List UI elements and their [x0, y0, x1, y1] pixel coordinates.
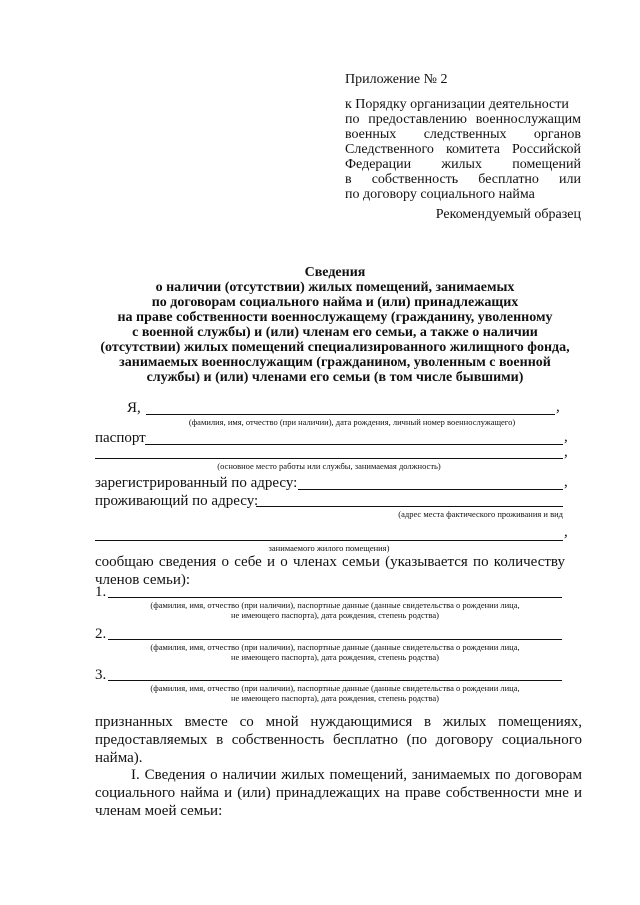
appendix-title: Приложение № 2 — [345, 72, 448, 87]
member-caption: не имеющего паспорта), дата рождения, степень родства) — [231, 610, 439, 620]
document-heading — [70, 265, 600, 385]
appendix-line: Следственного комитета Российской — [345, 142, 581, 157]
comma: , — [556, 399, 560, 415]
member-2-field[interactable] — [108, 639, 562, 640]
heading-line: службы) и (или) членами его семьи (в том числе бывшими) — [146, 370, 524, 385]
member-caption: (фамилия, имя, отчество (при наличии), паспортные данные (данные свидетельства о рождении лица, — [150, 642, 520, 652]
member-caption: не имеющего паспорта), дата рождения, степень родства) — [231, 652, 439, 662]
living-address-field[interactable] — [256, 506, 563, 507]
sample-label: Рекомендуемый образец — [435, 207, 581, 222]
section-1-paragraph: I. Сведения о наличии жилых помещений, занимаемых по договорам социального найма и (или) принадлежащих на праве собственности мне и членам моей семьи: — [95, 767, 582, 819]
appendix-line: военных следственных органов — [345, 127, 581, 142]
member-1-field[interactable] — [108, 597, 562, 598]
heading-line: о наличии (отсутствии) жилых помещений, занимаемых — [155, 280, 515, 295]
comma: , — [564, 444, 568, 460]
heading-line: с военной службы) и (или) членам его семьи, а также о наличии — [132, 325, 538, 340]
member-number: 2. — [95, 626, 107, 642]
work-field[interactable] — [95, 458, 563, 459]
address-caption: занимаемого жилого помещения) — [268, 543, 390, 553]
address-caption: (адрес места фактического проживания и вид — [398, 509, 563, 519]
member-number: 3. — [95, 667, 107, 683]
appendix-line: Федерации жилых помещений — [345, 157, 581, 172]
member-number: 1. — [95, 584, 107, 600]
member-caption: (фамилия, имя, отчество (при наличии), паспортные данные (данные свидетельства о рождении лица, — [150, 600, 520, 610]
registered-address-field[interactable] — [298, 489, 563, 490]
appendix-line: по предоставлению военнослужащим — [345, 112, 581, 127]
appendix-line: в собственность бесплатно или — [345, 172, 581, 187]
registered-label: зарегистрированный по адресу: — [95, 475, 298, 491]
appendix-line: по договору социального найма — [345, 187, 535, 202]
passport-field[interactable] — [145, 444, 563, 445]
living-address-field-2[interactable] — [95, 540, 563, 541]
heading-line: по договорам социального найма и (или) принадлежащих — [151, 295, 519, 310]
member-3-field[interactable] — [108, 680, 562, 681]
appendix-block — [345, 72, 581, 202]
report-paragraph: сообщаю сведения о себе и о членах семьи (указывается по количеству членов семьи): — [95, 554, 565, 588]
comma: , — [564, 474, 568, 490]
living-label: проживающий по адресу: — [95, 493, 259, 509]
heading-line: занимаемых военнослужащим (гражданином, уволенным с военной — [119, 355, 551, 370]
appendix-line: к Порядку организации деятельности — [345, 97, 569, 112]
i-label: Я, — [127, 400, 141, 416]
full-name-caption: (фамилия, имя, отчество (при наличии), дата рождения, личный номер военнослужащего) — [188, 417, 516, 427]
heading-line: Сведения — [304, 265, 366, 280]
appendix-reference — [345, 97, 581, 202]
work-caption: (основное место работы или службы, занимаемая должность) — [217, 461, 441, 471]
member-caption: (фамилия, имя, отчество (при наличии), паспортные данные (данные свидетельства о рождении лица, — [150, 683, 520, 693]
comma: , — [564, 524, 568, 540]
full-name-field[interactable] — [146, 414, 555, 415]
recognized-paragraph: признанных вместе со мной нуждающимися в жилых помещениях, предоставляемых в собственность бесплатно (по договору социального найма). — [95, 714, 582, 766]
comma: , — [564, 429, 568, 445]
passport-label: паспорт — [95, 430, 146, 446]
member-caption: не имеющего паспорта), дата рождения, степень родства) — [231, 693, 439, 703]
heading-line: (отсутствии) жилых помещений специализированного жилищного фонда, — [100, 340, 570, 355]
heading-line: на праве собственности военнослужащему (гражданину, уволенному — [117, 310, 553, 325]
